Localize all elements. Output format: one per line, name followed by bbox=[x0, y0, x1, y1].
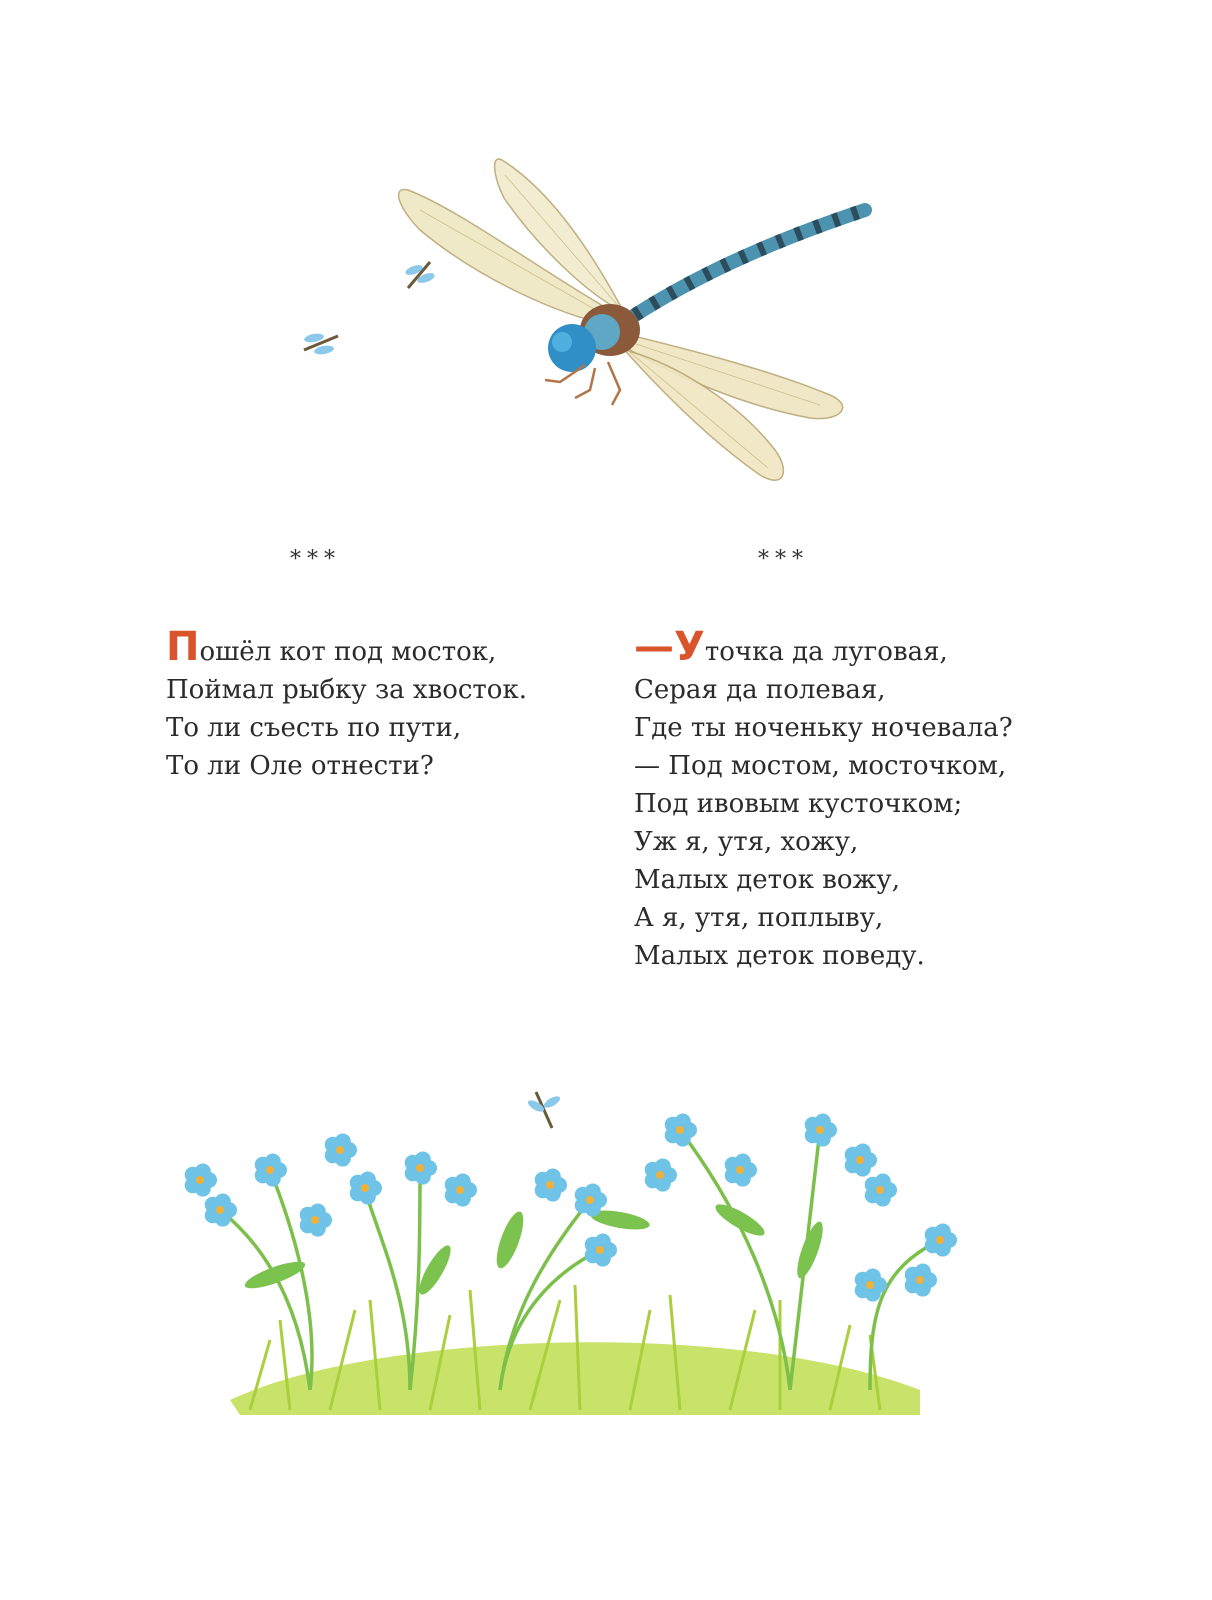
first-line-text: ошёл кот под мосток, bbox=[199, 637, 497, 667]
small-dragonfly-icon bbox=[402, 258, 438, 292]
poem-left bbox=[166, 540, 566, 785]
drop-cap: П bbox=[166, 624, 200, 670]
forget-me-not-flower bbox=[405, 1151, 437, 1184]
forget-me-not-flower bbox=[300, 1203, 332, 1236]
poem-line: То ли съесть по пути, bbox=[166, 713, 462, 743]
poem-line: То ли Оле отнести? bbox=[166, 751, 434, 781]
forget-me-not-flower bbox=[805, 1113, 837, 1146]
forget-me-not-flower bbox=[585, 1233, 617, 1266]
forget-me-not-flower bbox=[725, 1153, 757, 1186]
poem-lines bbox=[634, 624, 1054, 975]
poem-right bbox=[634, 540, 1054, 975]
forget-me-not-flower bbox=[185, 1163, 217, 1196]
poem-line: А я, утя, поплыву, bbox=[634, 903, 884, 933]
dragonfly-illustration bbox=[290, 150, 910, 510]
poem-line: — Под мостом, мосточком, bbox=[634, 751, 1007, 781]
poem-first-line bbox=[166, 624, 566, 671]
poem-lines bbox=[166, 624, 566, 785]
poem-line: Малых деток вожу, bbox=[634, 865, 900, 895]
forget-me-not-flower bbox=[255, 1153, 287, 1186]
poem-line: Где ты ноченьку ночевала? bbox=[634, 713, 1013, 743]
poem-line: Поймал рыбку за хвосток. bbox=[166, 675, 527, 705]
first-line-text: точка да луговая, bbox=[704, 637, 948, 667]
forget-me-not-flower bbox=[925, 1223, 957, 1256]
poem-divider: *** bbox=[290, 547, 341, 572]
forget-me-not-flower bbox=[845, 1143, 877, 1176]
poem-line: Уж я, утя, хожу, bbox=[634, 827, 859, 857]
poem-divider: *** bbox=[758, 547, 809, 572]
forget-me-not-flower bbox=[350, 1171, 382, 1204]
forget-me-not-flower bbox=[325, 1133, 357, 1166]
poem-line: Серая да полевая, bbox=[634, 675, 886, 705]
forget-me-not-flower bbox=[535, 1168, 567, 1201]
poem-first-line bbox=[634, 624, 1054, 671]
poem-line: Малых деток поведу. bbox=[634, 941, 925, 971]
forget-me-not-flower bbox=[665, 1113, 697, 1146]
forget-me-not-flower bbox=[645, 1158, 677, 1191]
drop-cap: —У bbox=[634, 624, 705, 670]
forget-me-not-flower bbox=[905, 1263, 937, 1296]
forget-me-not-flower bbox=[445, 1173, 477, 1206]
forget-me-not-meadow-illustration bbox=[180, 1070, 980, 1430]
forget-me-not-flower bbox=[865, 1173, 897, 1206]
poem-line: Под ивовым кусточком; bbox=[634, 789, 963, 819]
small-dragonfly-icon bbox=[300, 328, 342, 358]
